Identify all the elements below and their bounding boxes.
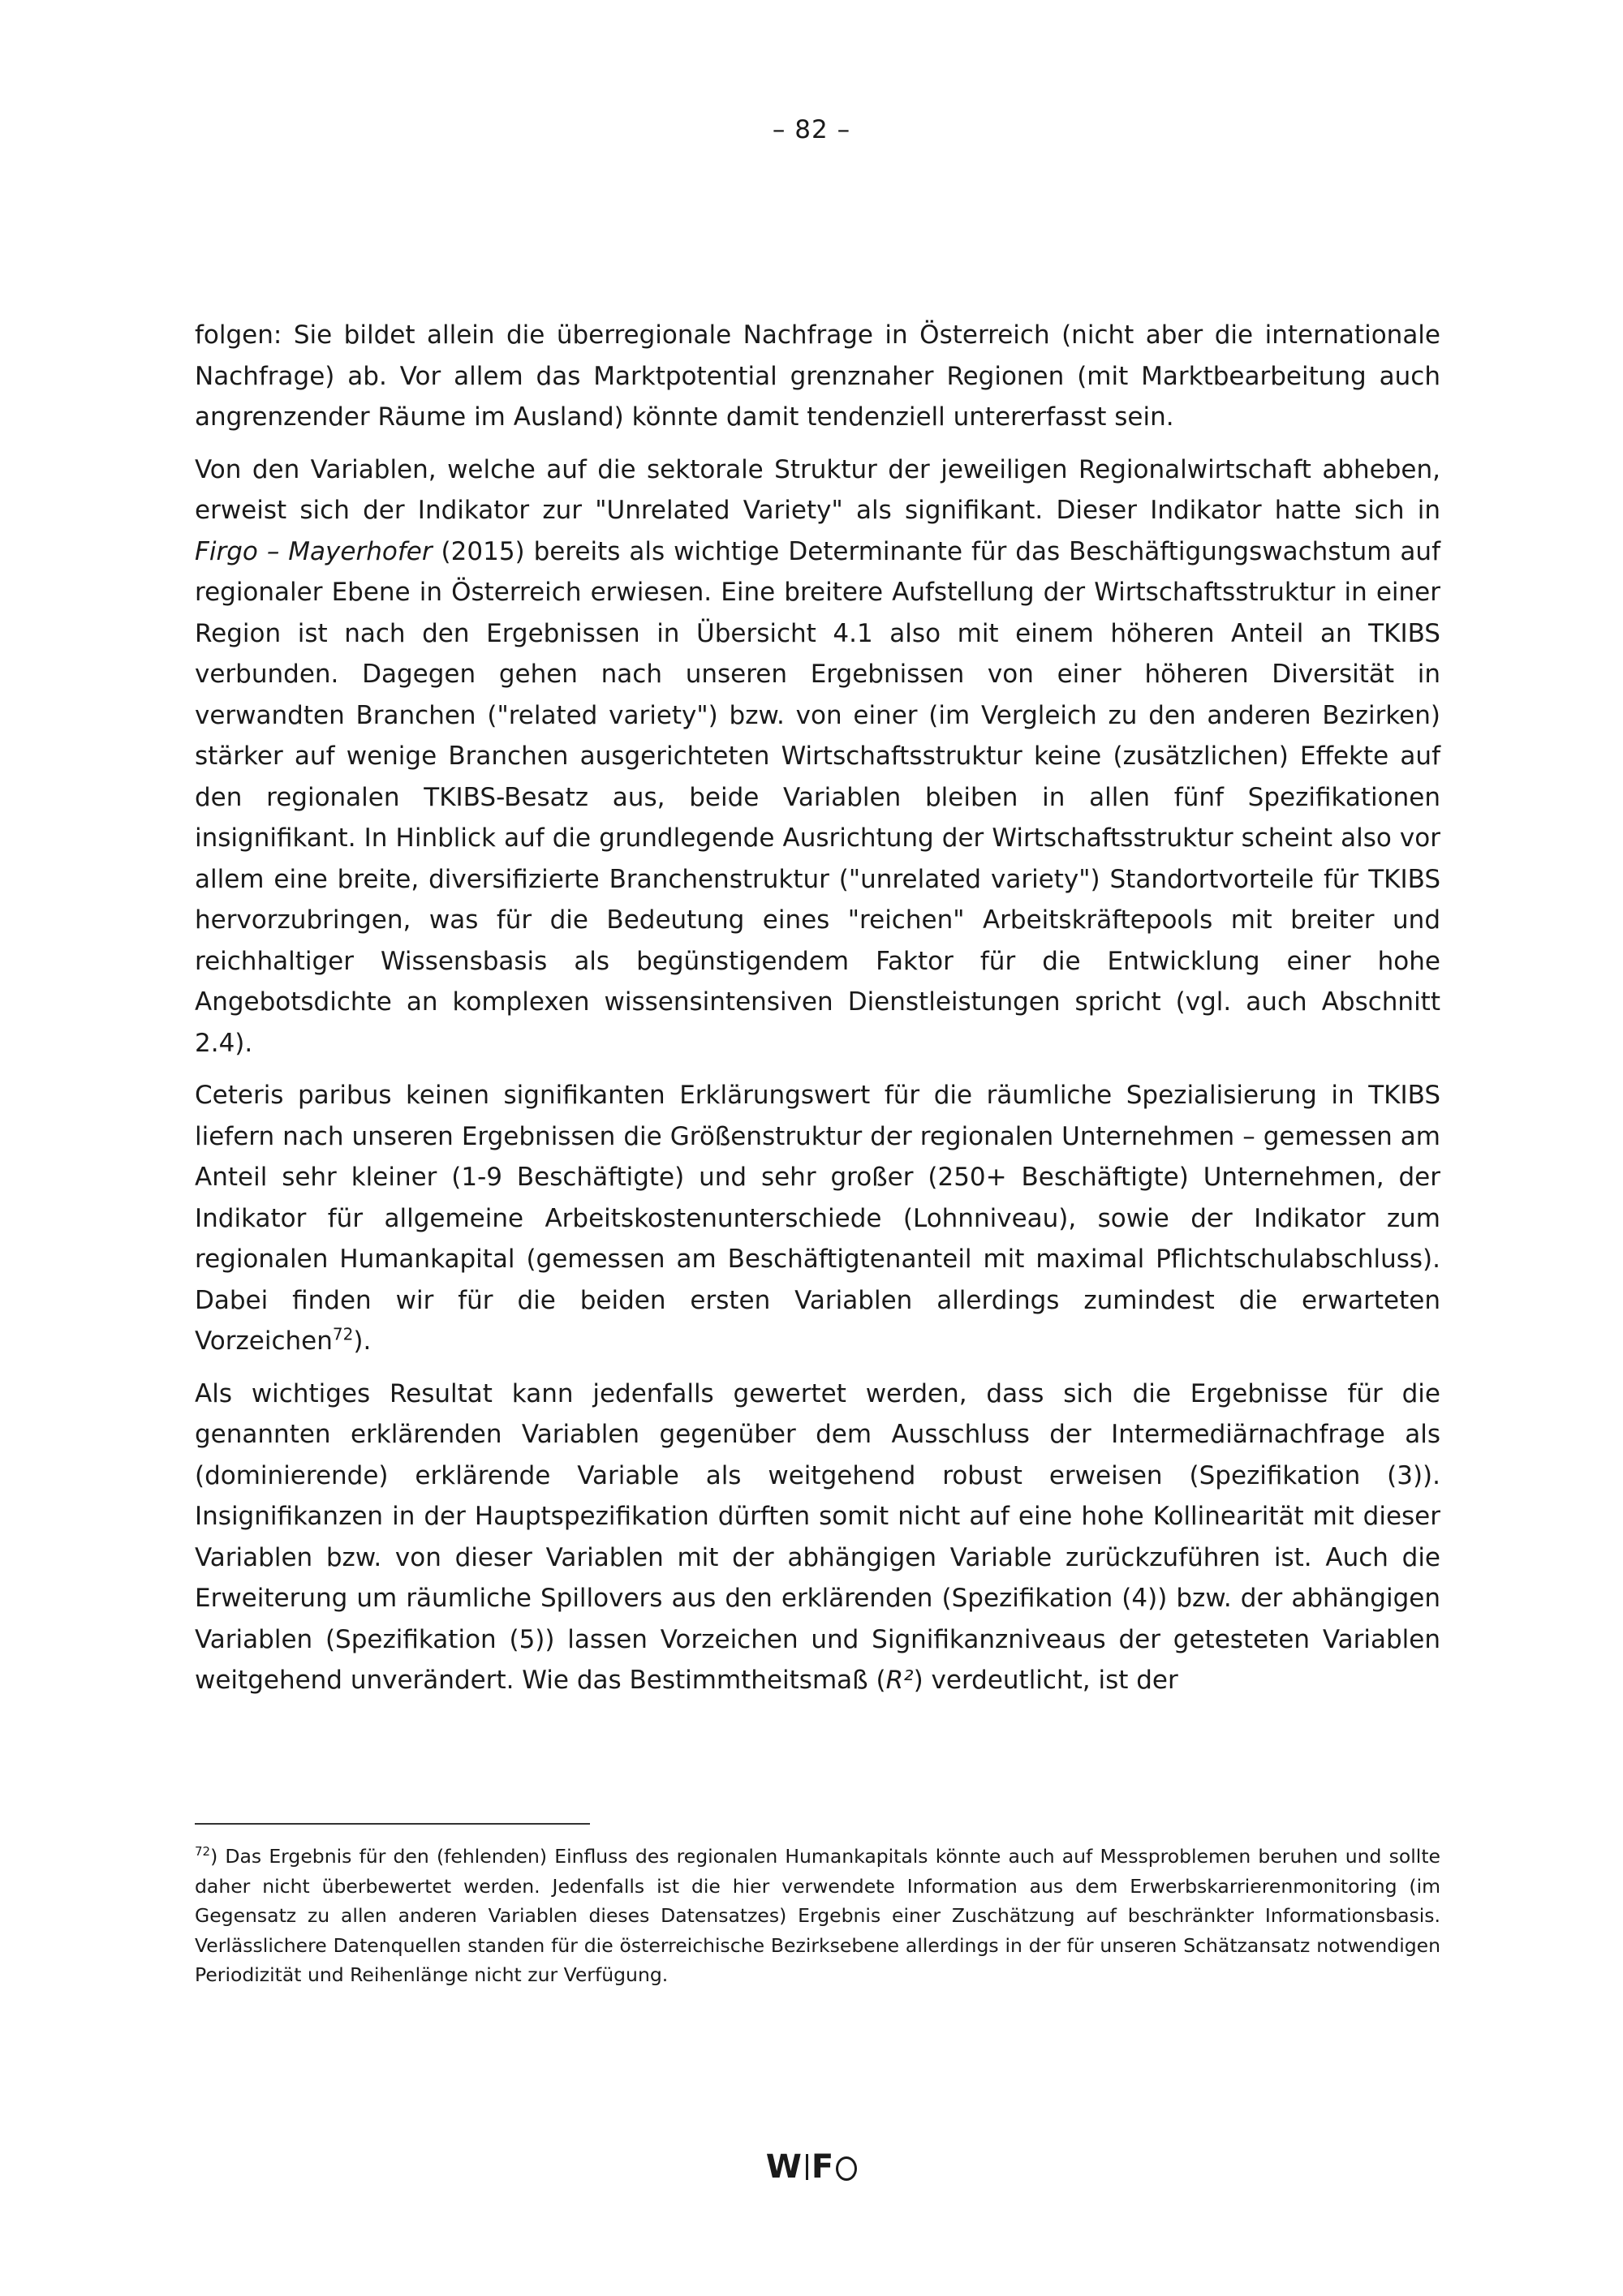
paragraph-2-part-1: Von den Variablen, welche auf die sektorale Struktur der jeweiligen Regionalwirtschaft abheben, erweist sich der Indikator zur "Unrelated Variety" als signifikant. Dieser Indikator hatte sich in bbox=[195, 454, 1440, 525]
footnote-72 bbox=[195, 1842, 1440, 1990]
logo-i-bar bbox=[806, 2154, 808, 2180]
logo-letter-f: F bbox=[811, 2148, 835, 2186]
page-number: – 82 – bbox=[772, 115, 851, 144]
paragraph-1: folgen: Sie bildet allein die überregionale Nachfrage in Österreich (nicht aber die internationale Nachfrage) ab. Vor allem das Marktpotential grenznaher Regionen (mit Marktbearbeitung auch angrenzender Räume im Ausland) könnte damit tendenziell untererfasst sein. bbox=[195, 320, 1440, 432]
paragraph-3-end: ). bbox=[353, 1326, 372, 1356]
logo-o-ring bbox=[836, 2156, 857, 2181]
r-squared-symbol: R² bbox=[885, 1666, 914, 1695]
paragraph-2-part-2: (2015) bereits als wichtige Determinante für das Beschäftigungswachstum auf regionaler Ebene in Österreich erwiesen. Eine breitere Aufstellung der Wirtschaftsstruktur in einer Region ist nach den Ergebnissen in Übersicht 4.1 also mit einem höheren Anteil an TKIBS verbunden. Dagegen gehen nach unseren Ergebnissen von einer höheren Diversität in verwandten Branchen ("related variety") bzw. von einer (im Vergleich zu den anderen Bezirken) stärker auf wenige Branchen ausgerichteten Wirtschaftsstruktur keine (zusätzlichen) Effekte auf den regionalen TKIBS-Besatz aus, beide Variablen bleiben in allen fünf Spezifikationen insignifikant. In Hinblick auf die grundlegende Ausrichtung der Wirtschaftsstruktur scheint also vor allem eine breite, diversifizierte Branchenstruktur ("unrelated variety") Standortvorteile für TKIBS hervorzubringen, was für die Bedeutung eines "reichen" Arbeitskräftepools mit breiter und reichhaltiger Wissensbasis als begünstigendem Faktor für die Entwicklung einer hohe Angebotsdichte an komplexen wissensintensiven Dienstleistungen spricht (vgl. auch Abschnitt 2.4). bbox=[195, 536, 1440, 1058]
body-text bbox=[195, 315, 1440, 1713]
paragraph-4 bbox=[195, 1374, 1440, 1701]
paragraph-4-text: Als wichtiges Resultat kann jedenfalls gewertet werden, dass sich die Ergebnisse für die genannten erklärenden Variablen gegenüber dem Ausschluss der Intermediärnachfrage als (dominierende) erklärende Variable als weitgehend robust erweisen (Spezifikation (3)). Insignifikanzen in der Hauptspezifikation dürften somit nicht auf eine hohe Kollinearität mit dieser Variablen bzw. von dieser Variablen mit der abhängigen Variable zurückzuführen ist. Auch die Erweiterung um räumliche Spillovers aus den erklärenden (Spezifikation (4)) bzw. der abhängigen Variablen (Spezifikation (5)) lassen Vorzeichen und Signifikanzniveaus der getesteten Variablen weitgehend unverändert. Wie das Bestimmtheitsmaß ( bbox=[195, 1378, 1440, 1695]
footnote-text: ) Das Ergebnis für den (fehlenden) Einfluss des regionalen Humankapitals könnte auch auf Messproblemen beruhen und sollte daher nicht überbewertet werden. Jedenfalls ist die hier verwendete Information aus dem Erwerbskarrierenmonitoring (im Gegensatz zu allen anderen Variablen dieses Datensatzes) Ergebnis einer Zuschätzung auf beschränkter Informationsbasis. Verlässlichere Datenquellen standen für die österreichische Bezirksebene allerdings in der für unseren Schätzansatz notwendigen Periodizität und Reihenlänge nicht zur Verfügung. bbox=[195, 1845, 1440, 1986]
citation-authors: Firgo – Mayerhofer bbox=[195, 536, 433, 566]
paragraph-4-end: ) verdeutlicht, ist der bbox=[913, 1666, 1178, 1695]
logo-letter-w: W bbox=[765, 2148, 803, 2186]
footnote-mark: 72 bbox=[195, 1844, 211, 1860]
wifo-logo bbox=[0, 2148, 1623, 2186]
footnote-divider bbox=[195, 1823, 590, 1825]
paragraph-2 bbox=[195, 449, 1440, 1064]
paragraph-3-text: Ceteris paribus keinen signifikanten Erklärungswert für die räumliche Spezialisierung in TKIBS liefern nach unseren Ergebnissen die Größenstruktur der regionalen Unternehmen – gemessen am Anteil sehr kleiner (1-9 Beschäftigte) und sehr großer (250+ Beschäftigte) Unternehmen, der Indikator für allgemeine Arbeitskostenunterschiede (Lohnniveau), sowie der Indikator zum regionalen Humankapital (gemessen am Beschäftigtenanteil mit maximal Pflichtschulabschluss). Dabei finden wir für die beiden ersten Variablen allerdings zumindest die erwarteten Vorzeichen bbox=[195, 1081, 1440, 1356]
footnote-reference[interactable]: 72 bbox=[332, 1324, 354, 1344]
paragraph-3 bbox=[195, 1075, 1440, 1362]
